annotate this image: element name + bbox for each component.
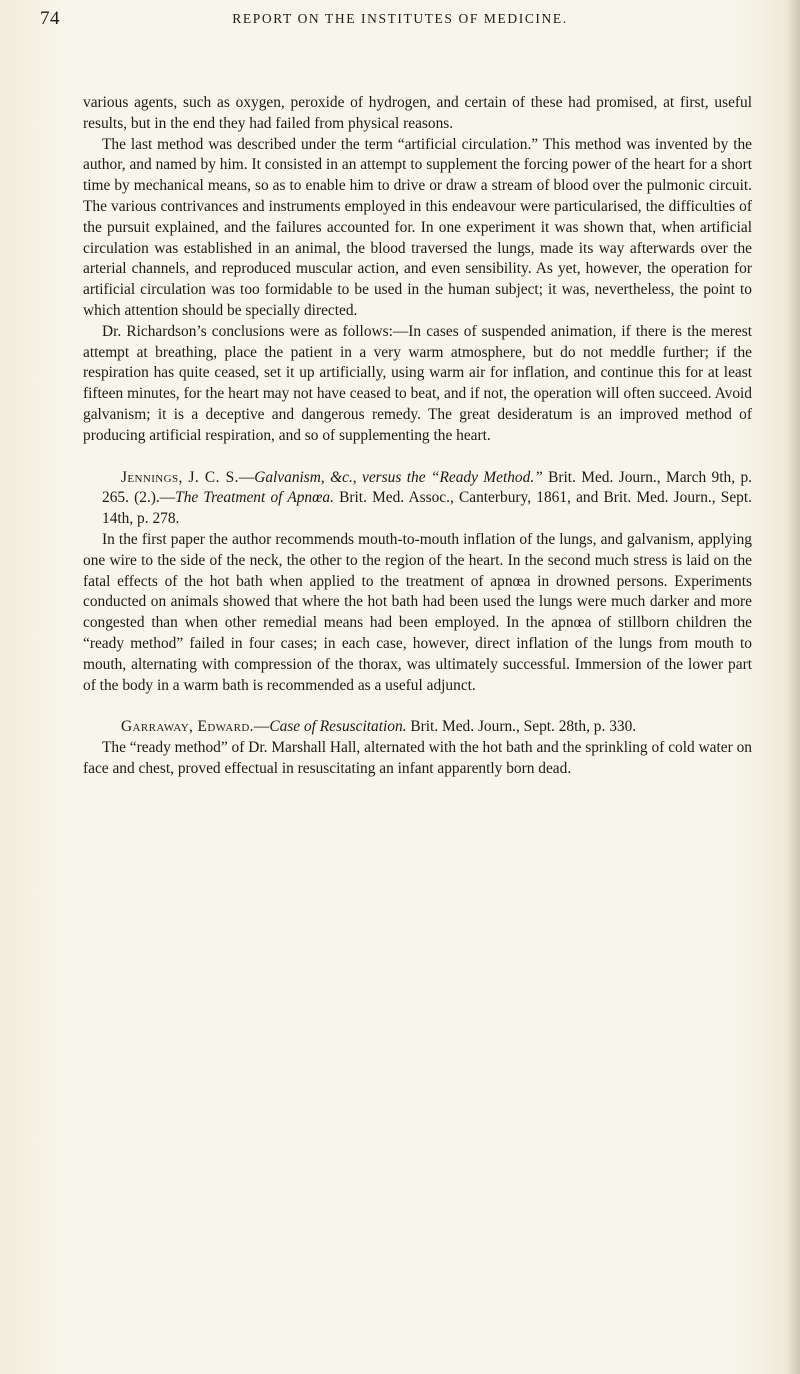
reference-heading <box>83 717 752 738</box>
paragraph: In the first paper the author recommends mouth-to-mouth inflation of the lungs, and galvanism, applying one wire to the side of the neck, the other to the region of the heart. In the second much stress is laid on the fatal effects of the hot bath when applied to the treatment of apnœa in drowned persons. Experiments conducted on animals showed that where the hot bath had been used the lungs were much darker and more congested than when other remedial means had been employed. In the apnœa of stillborn children the “ready method” failed in four cases; in each case, however, direct inflation of the lungs from mouth to mouth, alternating with compression of the thorax, was ultimately successful. Immersion of the lower part of the body in a warm bath is recommended as a useful adjunct. <box>83 530 752 694</box>
running-title: REPORT ON THE INSTITUTES OF MEDICINE. <box>232 11 568 26</box>
reference-dash: — <box>238 468 255 486</box>
page-number: 74 <box>40 8 60 29</box>
reference-body <box>83 738 752 780</box>
reference-source-2: Brit. Med. Assoc., Canterbury, 1861, and Brit. Med. Journ., Sept. 14th, p. 278. <box>102 489 752 528</box>
page-edge-shadow <box>786 0 800 1374</box>
reference-source: Brit. Med. Journ., March 9th, p. 265. (2.).— <box>102 468 752 507</box>
reference-source: Brit. Med. Journ., Sept. 28th, p. 330. <box>406 718 637 736</box>
reference-dash: — <box>253 718 270 736</box>
reference-heading <box>83 468 752 530</box>
body-text <box>83 93 752 780</box>
paragraph: Dr. Richardson’s conclusions were as follows:—In cases of suspended animation, if there is the merest attempt at breathing, place the patient in a very warm atmosphere, but do not meddle further; if the respiration has quite ceased, set it up artificially, using warm air for inflation, and continue this for at least fifteen minutes, for the heart may not have ceased to beat, and if not, the operation will often succeed. Avoid galvanism; it is a deceptive and dangerous remedy. The great desideratum is an improved method of producing artificial respiration, and so of supplementing the heart. <box>83 322 752 444</box>
reference-entry <box>83 468 752 697</box>
paragraph: The last method was described under the term “artificial circulation.” This method was invented by the author, and named by him. It consisted in an attempt to supplement the forcing power of the heart for a short time by mechanical means, so as to enable him to drive or draw a stream of blood over the pulmonic circuit. The various contrivances and instruments employed in this endeavour were particularised, the difficulties of the pursuit explained, and the failures accounted for. In one experiment it was shown that, when artificial circulation was established in an animal, the blood traversed the lungs, made its way afterwards over the arterial channels, and reproduced muscular action, and even sensibility. As yet, however, the operation for artificial circulation was too formidable to be used in the human subject; it was, nevertheless, the point to which attention should be specially directed. <box>83 135 752 319</box>
page-header <box>40 8 760 34</box>
reference-author: Garraway, Edward. <box>121 718 254 736</box>
reference-body <box>83 530 752 696</box>
reference-entry <box>83 717 752 779</box>
paragraph: various agents, such as oxygen, peroxide of hydrogen, and certain of these had promised, at first, useful results, but in the end they had failed from physical reasons. <box>83 94 752 132</box>
reference-title-2: The Treatment of Apnœa. <box>175 489 334 507</box>
reference-author: Jennings, J. C. S. <box>121 468 239 486</box>
paragraph: The “ready method” of Dr. Marshall Hall, alternated with the hot bath and the sprinkling of cold water on face and chest, proved effectual in resuscitating an infant apparently born dead. <box>83 739 752 777</box>
reference-title: Galvanism, &c., versus the “Ready Method.” <box>254 468 543 486</box>
reference-title: Case of Resuscitation. <box>269 718 407 736</box>
